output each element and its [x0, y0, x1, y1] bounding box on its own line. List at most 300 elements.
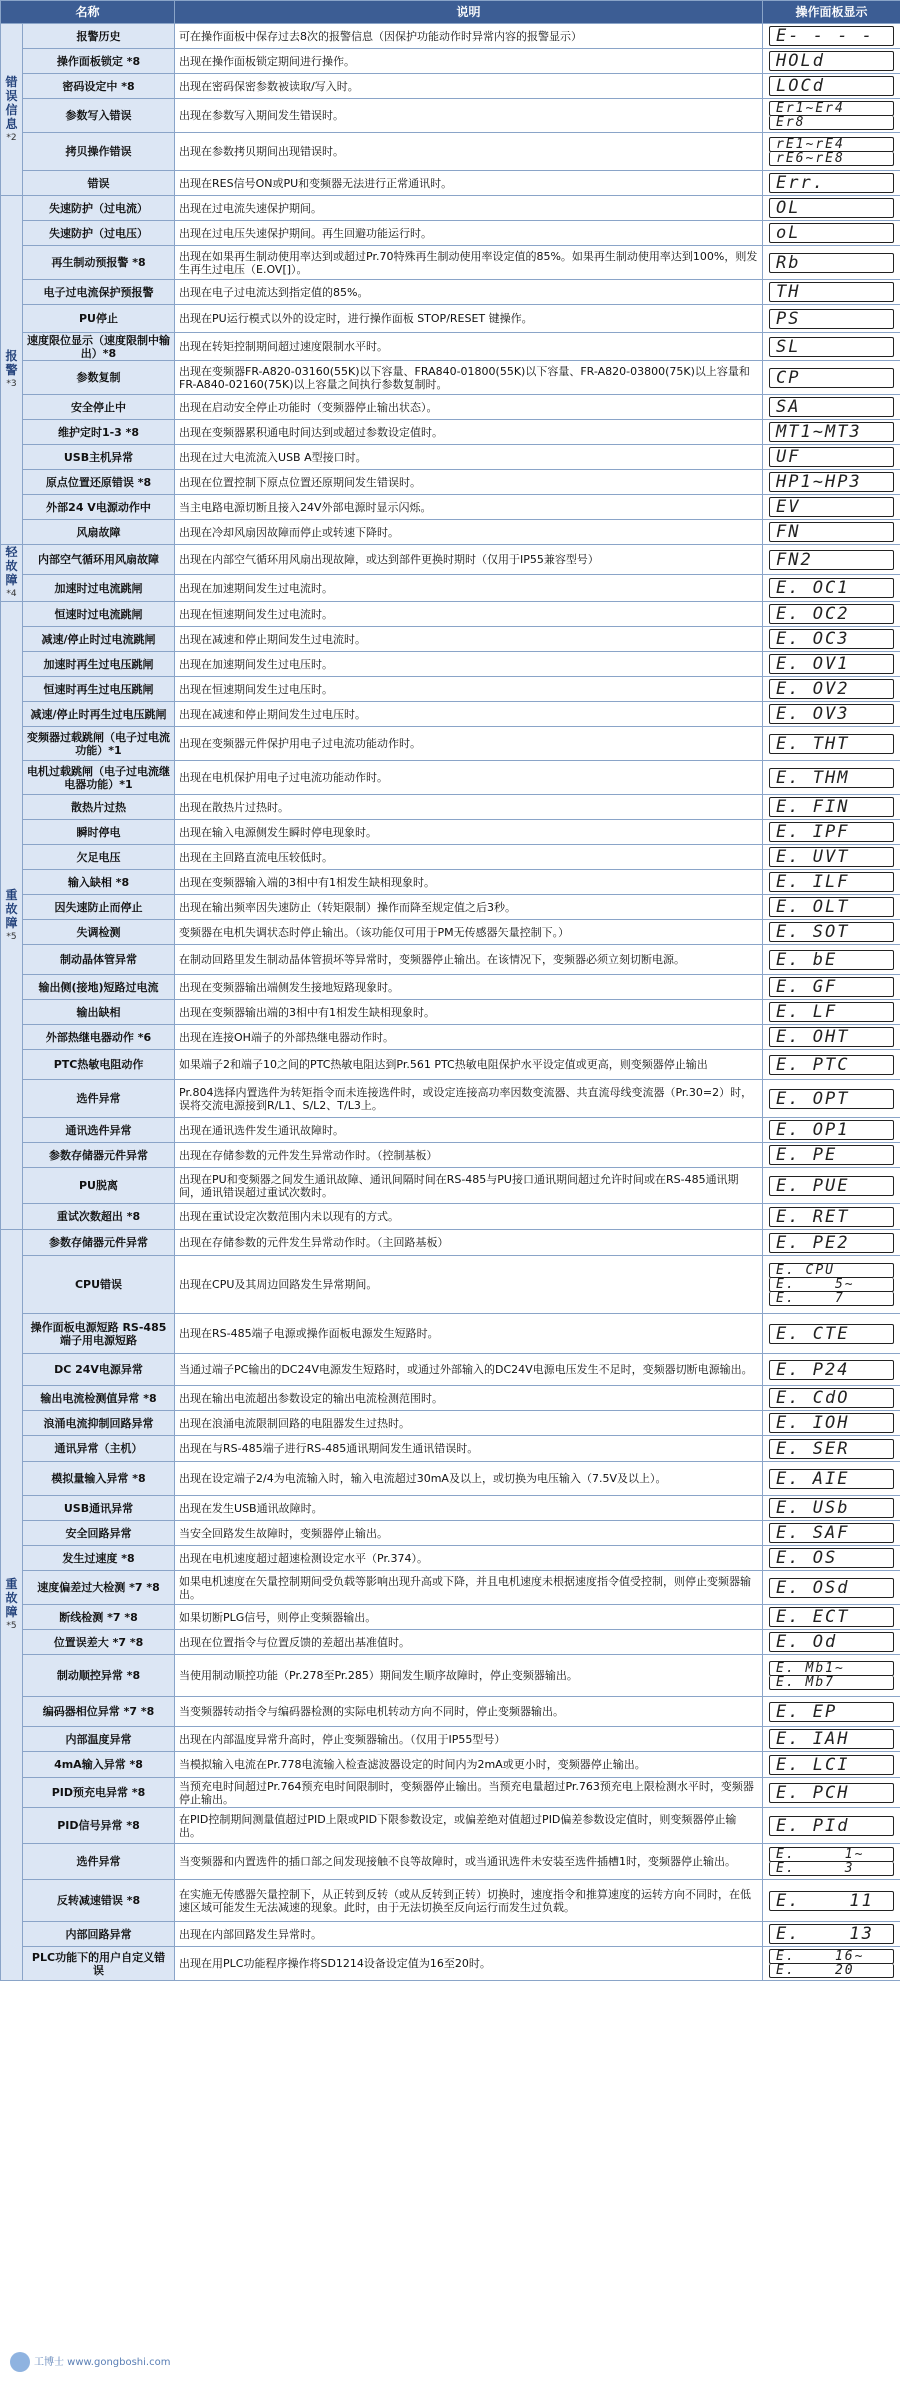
- lcd-code: E. THT: [769, 734, 894, 754]
- lcd-display: [769, 1120, 894, 1140]
- logo-icon: [10, 2352, 30, 2372]
- row-description: 出现在输入电源侧发生瞬时停电现象时。: [175, 820, 763, 845]
- row-name: 因失速防止而停止: [23, 895, 175, 920]
- row-description: 出现在主回路直流电压较低时。: [175, 845, 763, 870]
- row-name: 编码器相位异常 *7 *8: [23, 1697, 175, 1727]
- lcd-display: [769, 1729, 894, 1749]
- table-row: [1, 445, 900, 470]
- row-name: 操作面板电源短路 RS-485端子用电源短路: [23, 1314, 175, 1354]
- row-name: 输出缺相: [23, 1000, 175, 1025]
- row-name: 外部热继电器动作 *6: [23, 1025, 175, 1050]
- group-label: [1, 1230, 23, 1981]
- lcd-code: E. SER: [769, 1439, 894, 1459]
- lcd-display: [769, 922, 894, 942]
- row-name: 选件异常: [23, 1844, 175, 1880]
- lcd-display: [769, 1924, 894, 1944]
- row-description: 如果切断PLG信号，则停止变频器输出。: [175, 1605, 763, 1630]
- lcd-display: [769, 1388, 894, 1408]
- row-description: 如果端子2和端子10之间的PTC热敏电阻达到Pr.561 PTC热敏电阻保护水平设定值或更高，则变频器停止输出: [175, 1050, 763, 1080]
- row-name: 再生制动预报警 *8: [23, 246, 175, 280]
- row-description: 出现在参数写入期间发生错误时。: [175, 99, 763, 133]
- lcd-code: E. 5~: [769, 1278, 894, 1292]
- lcd-display: [769, 797, 894, 817]
- lcd-display: [769, 26, 894, 46]
- row-name: 断线检测 *7 *8: [23, 1605, 175, 1630]
- lcd-display: [769, 309, 894, 329]
- lcd-display: [769, 1783, 894, 1803]
- row-description: 出现在电机速度超过超速检测设定水平（Pr.374）。: [175, 1546, 763, 1571]
- row-panel-display: [763, 420, 900, 445]
- row-name: 恒速时过电流跳闸: [23, 602, 175, 627]
- lcd-code: UF: [769, 447, 894, 467]
- lcd-code: E. ILF: [769, 872, 894, 892]
- row-description: 当变频器和内置选件的插口部之间发现接触不良等故障时，或当通讯选件未安装至选件插槽1时，变频器停止输出。: [175, 1844, 763, 1880]
- lcd-code: E. OV1: [769, 654, 894, 674]
- table-row: [1, 652, 900, 677]
- lcd-code: E. SOT: [769, 922, 894, 942]
- table-row: [1, 1844, 900, 1880]
- lcd-code: E. bE: [769, 950, 894, 970]
- table-row: [1, 520, 900, 545]
- header-name: 名称: [1, 1, 175, 24]
- row-name: 参数写入错误: [23, 99, 175, 133]
- row-name: 原点位置还原错误 *8: [23, 470, 175, 495]
- lcd-display: [769, 472, 894, 492]
- table-row: [1, 1947, 900, 1981]
- lcd-code: E. OS: [769, 1548, 894, 1568]
- lcd-code: E. Mb1~: [769, 1661, 894, 1676]
- row-description: 出现在发生USB通讯故障时。: [175, 1496, 763, 1521]
- row-description: 当使用制动顺控功能（Pr.278至Pr.285）期间发生顺序故障时，停止变频器输出。: [175, 1655, 763, 1697]
- lcd-code: E. OPT: [769, 1089, 894, 1109]
- row-panel-display: [763, 1204, 900, 1230]
- group-note: *5: [6, 1621, 17, 1631]
- lcd-display: [769, 1755, 894, 1775]
- lcd-display: [769, 1949, 894, 1978]
- row-panel-display: [763, 1571, 900, 1605]
- row-panel-display: [763, 1778, 900, 1808]
- lcd-display: [769, 1816, 894, 1836]
- row-description: 出现在过电压失速保护期间。再生回避功能运行时。: [175, 221, 763, 246]
- row-panel-display: [763, 333, 900, 361]
- lcd-display: [769, 950, 894, 970]
- table-row: [1, 74, 900, 99]
- lcd-code: HP1~HP3: [769, 472, 894, 492]
- header-panel-display: 操作面板显示: [763, 1, 900, 24]
- row-name: PID预充电异常 *8: [23, 1778, 175, 1808]
- lcd-code: E. IAH: [769, 1729, 894, 1749]
- row-description: 出现在转矩控制期间超过速度限制水平时。: [175, 333, 763, 361]
- row-description: 出现在电机保护用电子过电流功能动作时。: [175, 761, 763, 795]
- lcd-code: PS: [769, 309, 894, 329]
- row-panel-display: [763, 575, 900, 602]
- row-panel-display: [763, 602, 900, 627]
- table-row: [1, 495, 900, 520]
- lcd-code: SA: [769, 397, 894, 417]
- table-row: [1, 795, 900, 820]
- lcd-code: E. ECT: [769, 1607, 894, 1627]
- row-name: PU脱离: [23, 1168, 175, 1204]
- row-name: 浪涌电流抑制回路异常: [23, 1411, 175, 1436]
- table-row: [1, 627, 900, 652]
- row-panel-display: [763, 1880, 900, 1922]
- lcd-code: E. PE2: [769, 1233, 894, 1253]
- row-description: 出现在浪涌电流限制回路的电阻器发生过热时。: [175, 1411, 763, 1436]
- table-row: [1, 702, 900, 727]
- lcd-display: [769, 768, 894, 788]
- lcd-display: [769, 897, 894, 917]
- row-description: 出现在变频器元件保护用电子过电流功能动作时。: [175, 727, 763, 761]
- lcd-code: FN: [769, 522, 894, 542]
- table-row: [1, 1230, 900, 1256]
- lcd-display: [769, 368, 894, 388]
- lcd-code: E. Mb7: [769, 1676, 894, 1690]
- table-row: [1, 221, 900, 246]
- lcd-code: E. CTE: [769, 1324, 894, 1344]
- row-description: 出现在加速期间发生过电流时。: [175, 575, 763, 602]
- row-panel-display: [763, 920, 900, 945]
- lcd-display: [769, 977, 894, 997]
- row-name: 内部空气循环用风扇故障: [23, 545, 175, 575]
- table-row: [1, 1880, 900, 1922]
- row-panel-display: [763, 895, 900, 920]
- row-panel-display: [763, 361, 900, 395]
- row-panel-display: [763, 520, 900, 545]
- table-row: [1, 333, 900, 361]
- row-panel-display: [763, 171, 900, 196]
- lcd-display: [769, 1324, 894, 1344]
- row-description: 出现在输出频率因失速防止（转矩限制）操作而降至规定值之后3秒。: [175, 895, 763, 920]
- lcd-code: E. CdO: [769, 1388, 894, 1408]
- row-panel-display: [763, 761, 900, 795]
- row-name: 恒速时再生过电压跳闸: [23, 677, 175, 702]
- row-description: 出现在位置指令与位置反馈的差超出基准值时。: [175, 1630, 763, 1655]
- row-description: 出现在变频器累积通电时间达到或超过参数设定值时。: [175, 420, 763, 445]
- lcd-display: [769, 1523, 894, 1543]
- lcd-display: [769, 497, 894, 517]
- table-row: [1, 820, 900, 845]
- row-panel-display: [763, 99, 900, 133]
- group-label-text: 轻故障: [5, 545, 18, 587]
- row-name: 外部24 V电源动作中: [23, 495, 175, 520]
- lcd-code: TH: [769, 282, 894, 302]
- row-panel-display: [763, 845, 900, 870]
- row-name: 操作面板锁定 *8: [23, 49, 175, 74]
- row-description: 在实施无传感器矢量控制下，从正转到反转（或从反转到正转）切换时，速度指令和推算速度的运转方向不同时，在低速区域可能发生无法减速的现象。此时，由于无法切换至反向运行而发生过负载。: [175, 1880, 763, 1922]
- table-row: [1, 1462, 900, 1496]
- lcd-display: [769, 1702, 894, 1722]
- table-row: [1, 1354, 900, 1386]
- row-name: 密码设定中 *8: [23, 74, 175, 99]
- lcd-code: E. THM: [769, 768, 894, 788]
- lcd-display: [769, 578, 894, 598]
- lcd-display: [769, 397, 894, 417]
- row-panel-display: [763, 945, 900, 975]
- row-name: PU停止: [23, 305, 175, 333]
- row-panel-display: [763, 652, 900, 677]
- table-row: [1, 1204, 900, 1230]
- row-panel-display: [763, 1168, 900, 1204]
- lcd-code: E. USb: [769, 1498, 894, 1518]
- table-row: [1, 246, 900, 280]
- lcd-code: E. 16~: [769, 1949, 894, 1964]
- row-panel-display: [763, 49, 900, 74]
- group-label: [1, 602, 23, 1230]
- row-panel-display: [763, 1844, 900, 1880]
- table-row: [1, 1571, 900, 1605]
- row-name: 通讯异常（主机）: [23, 1436, 175, 1462]
- row-panel-display: [763, 870, 900, 895]
- row-panel-display: [763, 1605, 900, 1630]
- row-name: 变频器过载跳闸（电子过电流功能）*1: [23, 727, 175, 761]
- lcd-code: rE6~rE8: [769, 152, 894, 166]
- lcd-code: E. 1~: [769, 1847, 894, 1862]
- row-description: 出现在电子过电流达到指定值的85%。: [175, 280, 763, 305]
- lcd-code: E. LCI: [769, 1755, 894, 1775]
- table-row: [1, 1386, 900, 1411]
- lcd-display: [769, 101, 894, 130]
- table-row: [1, 1050, 900, 1080]
- row-panel-display: [763, 1546, 900, 1571]
- row-description: 出现在存储参数的元件发生异常动作时。（控制基板）: [175, 1143, 763, 1168]
- row-description: 可在操作面板中保存过去8次的报警信息（因保护功能动作时异常内容的报警显示）: [175, 24, 763, 49]
- table-row: [1, 1778, 900, 1808]
- row-panel-display: [763, 246, 900, 280]
- lcd-code: EV: [769, 497, 894, 517]
- lcd-display: [769, 654, 894, 674]
- row-panel-display: [763, 1386, 900, 1411]
- lcd-code: E. Od: [769, 1632, 894, 1652]
- table-row: [1, 420, 900, 445]
- row-name: 制动顺控异常 *8: [23, 1655, 175, 1697]
- row-description: 出现在PU和变频器之间发生通讯故障、通讯间隔时间在RS-485与PU接口通讯期间超过允许时间或在RS-485通讯期间，通讯错误超过重试次数时。: [175, 1168, 763, 1204]
- lcd-display: [769, 173, 894, 193]
- lcd-display: [769, 1233, 894, 1253]
- row-name: PID信号异常 *8: [23, 1808, 175, 1844]
- row-panel-display: [763, 196, 900, 221]
- table-row: [1, 196, 900, 221]
- lcd-display: [769, 629, 894, 649]
- row-panel-display: [763, 1025, 900, 1050]
- group-note: *3: [6, 379, 17, 389]
- row-name: 重试次数超出 *8: [23, 1204, 175, 1230]
- row-description: 出现在启动安全停止功能时（变频器停止输出状态）。: [175, 395, 763, 420]
- row-panel-display: [763, 795, 900, 820]
- row-description: 出现在散热片过热时。: [175, 795, 763, 820]
- row-name: 失速防护（过电流）: [23, 196, 175, 221]
- lcd-display: [769, 198, 894, 218]
- lcd-display: [769, 847, 894, 867]
- row-name: 加速时过电流跳闸: [23, 575, 175, 602]
- row-panel-display: [763, 1655, 900, 1697]
- row-name: 位置误差大 *7 *8: [23, 1630, 175, 1655]
- row-description: 出现在存储参数的元件发生异常动作时。（主回路基板）: [175, 1230, 763, 1256]
- row-description: 出现在操作面板锁定期间进行操作。: [175, 49, 763, 74]
- row-name: 参数存储器元件异常: [23, 1230, 175, 1256]
- row-name: 安全停止中: [23, 395, 175, 420]
- row-description: 出现在变频器输出端的3相中有1相发生缺相现象时。: [175, 1000, 763, 1025]
- lcd-display: [769, 1847, 894, 1876]
- group-label: [1, 24, 23, 196]
- row-panel-display: [763, 1050, 900, 1080]
- row-name: 通讯选件异常: [23, 1118, 175, 1143]
- row-description: 出现在内部空气循环用风扇出现故障，或达到部件更换时期时（仅用于IP55兼容型号）: [175, 545, 763, 575]
- lcd-display: [769, 734, 894, 754]
- table-header: [1, 1, 900, 24]
- row-description: 出现在RS-485端子电源或操作面板电源发生短路时。: [175, 1314, 763, 1354]
- lcd-code: E. OC3: [769, 629, 894, 649]
- table-row: [1, 1000, 900, 1025]
- lcd-code: E. OP1: [769, 1120, 894, 1140]
- lcd-code: FN2: [769, 550, 894, 570]
- row-name: 制动晶体管异常: [23, 945, 175, 975]
- lcd-code: Er8: [769, 116, 894, 130]
- lcd-code: E- - - -: [769, 26, 894, 46]
- lcd-code: E. OC2: [769, 604, 894, 624]
- row-description: 出现在冷却风扇因故障而停止或转速下降时。: [175, 520, 763, 545]
- lcd-display: [769, 51, 894, 71]
- row-description: 出现在过大电流流入USB A型接口时。: [175, 445, 763, 470]
- lcd-display: [769, 872, 894, 892]
- table-body: [1, 24, 900, 1981]
- lcd-code: E. PId: [769, 1816, 894, 1836]
- lcd-code: E. IOH: [769, 1413, 894, 1433]
- lcd-display: [769, 522, 894, 542]
- table-row: [1, 845, 900, 870]
- row-name: 参数复制: [23, 361, 175, 395]
- lcd-display: [769, 604, 894, 624]
- row-name: 加速时再生过电压跳闸: [23, 652, 175, 677]
- row-description: 出现在PU运行模式以外的设定时，进行操作面板 STOP/RESET 键操作。: [175, 305, 763, 333]
- table-row: [1, 1080, 900, 1118]
- row-panel-display: [763, 1462, 900, 1496]
- table-row: [1, 1697, 900, 1727]
- lcd-display: [769, 282, 894, 302]
- lcd-code: E. PCH: [769, 1783, 894, 1803]
- row-name: 报警历史: [23, 24, 175, 49]
- table-row: [1, 895, 900, 920]
- row-panel-display: [763, 727, 900, 761]
- row-name: 4mA输入异常 *8: [23, 1752, 175, 1778]
- row-name: 选件异常: [23, 1080, 175, 1118]
- table-row: [1, 99, 900, 133]
- row-panel-display: [763, 545, 900, 575]
- lcd-display: [769, 1360, 894, 1380]
- row-panel-display: [763, 495, 900, 520]
- table-row: [1, 1256, 900, 1314]
- table-row: [1, 1655, 900, 1697]
- row-panel-display: [763, 820, 900, 845]
- table-row: [1, 545, 900, 575]
- table-row: [1, 975, 900, 1000]
- table-row: [1, 1808, 900, 1844]
- row-description: Pr.804选择内置选件为转矩指令而未连接选件时，或设定连接高功率因数变流器、共直流母线变流器（Pr.30=2）时，误将交流电源接到R/L1、S/L2、T/L3上。: [175, 1080, 763, 1118]
- row-panel-display: [763, 1230, 900, 1256]
- lcd-code: Err.: [769, 173, 894, 193]
- table-row: [1, 395, 900, 420]
- row-name: 模拟量输入异常 *8: [23, 1462, 175, 1496]
- lcd-code: E. PTC: [769, 1055, 894, 1075]
- row-name: 错误: [23, 171, 175, 196]
- row-panel-display: [763, 1922, 900, 1947]
- lcd-display: [769, 1891, 894, 1911]
- lcd-code: E. 3: [769, 1862, 894, 1876]
- lcd-display: [769, 1145, 894, 1165]
- group-label-text: 重故障: [5, 887, 18, 930]
- row-description: 出现在如果再生制动使用率达到或超过Pr.70特殊再生制动使用率设定值的85%。如果再生制动使用率达到100%，则发生再生过电压（E.OV[]）。: [175, 246, 763, 280]
- lcd-code: oL: [769, 223, 894, 243]
- row-description: 出现在位置控制下原点位置还原期间发生错误时。: [175, 470, 763, 495]
- row-panel-display: [763, 445, 900, 470]
- row-name: 减速/停止时过电流跳闸: [23, 627, 175, 652]
- lcd-code: CP: [769, 368, 894, 388]
- row-panel-display: [763, 1354, 900, 1386]
- row-name: 输出电流检测值异常 *8: [23, 1386, 175, 1411]
- row-panel-display: [763, 1436, 900, 1462]
- row-panel-display: [763, 1314, 900, 1354]
- row-panel-display: [763, 1000, 900, 1025]
- row-panel-display: [763, 221, 900, 246]
- row-description: 出现在过电流失速保护期间。: [175, 196, 763, 221]
- lcd-code: E. OSd: [769, 1578, 894, 1598]
- lcd-code: E. OHT: [769, 1027, 894, 1047]
- row-panel-display: [763, 1630, 900, 1655]
- table-row: [1, 49, 900, 74]
- table-row: [1, 920, 900, 945]
- row-name: 散热片过热: [23, 795, 175, 820]
- lcd-code: E. 11: [769, 1891, 894, 1911]
- row-name: 电机过载跳闸（电子过电流继电器功能）*1: [23, 761, 175, 795]
- row-panel-display: [763, 1118, 900, 1143]
- lcd-display: [769, 1607, 894, 1627]
- group-label: [1, 545, 23, 602]
- table-row: [1, 1727, 900, 1752]
- row-name: 减速/停止时再生过电压跳闸: [23, 702, 175, 727]
- lcd-display: [769, 447, 894, 467]
- row-description: 当通过端子PC输出的DC24V电源发生短路时，或通过外部输入的DC24V电源电压发生不足时，变频器切断电源输出。: [175, 1354, 763, 1386]
- row-panel-display: [763, 1143, 900, 1168]
- row-name: 发生过速度 *8: [23, 1546, 175, 1571]
- lcd-display: [769, 422, 894, 442]
- row-name: USB主机异常: [23, 445, 175, 470]
- row-description: 出现在密码保密参数被读取/写入时。: [175, 74, 763, 99]
- header-description: 说明: [175, 1, 763, 24]
- row-name: 输出侧(接地)短路过电流: [23, 975, 175, 1000]
- row-description: 出现在加速期间发生过电压时。: [175, 652, 763, 677]
- row-description: 出现在变频器输入端的3相中有1相发生缺相现象时。: [175, 870, 763, 895]
- table-row: [1, 1168, 900, 1204]
- lcd-display: [769, 1469, 894, 1489]
- table-row: [1, 1025, 900, 1050]
- table-row: [1, 1605, 900, 1630]
- row-description: 出现在重试设定次数范围内未以现有的方式。: [175, 1204, 763, 1230]
- row-name: 内部温度异常: [23, 1727, 175, 1752]
- row-panel-display: [763, 1727, 900, 1752]
- row-panel-display: [763, 305, 900, 333]
- lcd-display: [769, 1548, 894, 1568]
- lcd-display: [769, 1263, 894, 1306]
- row-panel-display: [763, 133, 900, 171]
- lcd-display: [769, 1089, 894, 1109]
- lcd-display: [769, 1661, 894, 1690]
- row-name: PTC热敏电阻动作: [23, 1050, 175, 1080]
- lcd-code: E. PUE: [769, 1176, 894, 1196]
- row-panel-display: [763, 1947, 900, 1981]
- row-panel-display: [763, 1080, 900, 1118]
- row-description: 出现在设定端子2/4为电流输入时，输入电流超过30mA及以上，或切换为电压输入（7.5V及以上）。: [175, 1462, 763, 1496]
- table-row: [1, 945, 900, 975]
- lcd-code: E. P24: [769, 1360, 894, 1380]
